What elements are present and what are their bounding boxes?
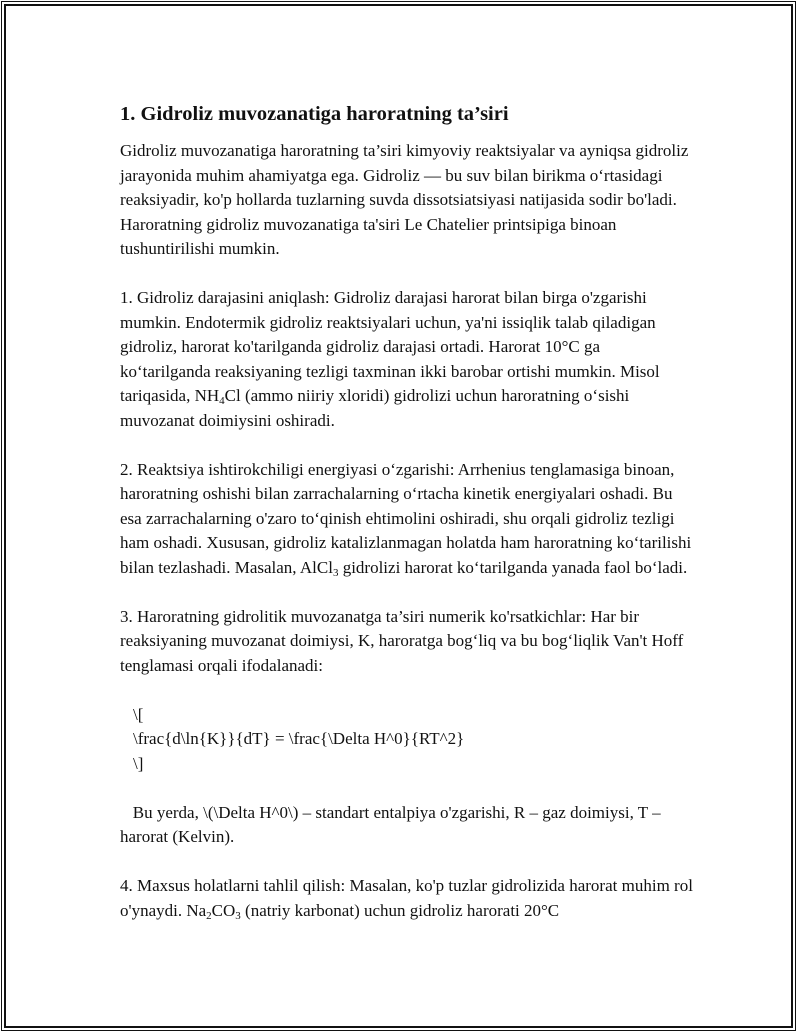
point-3-paragraph: 3. Haroratning gidrolitik muvozanatga ta’siri numerik ko'rsatkichlar: Har bir reaksiyaning muvozanat doimiysi, K, haroratga bog‘liq va bu bog‘liqlik Van't Hoff tenglamasi orqali ifodalanadi: bbox=[120, 606, 684, 675]
formula-open: \[ bbox=[133, 704, 144, 724]
document-body bbox=[120, 101, 694, 923]
subscript: 3 bbox=[332, 566, 339, 579]
point-4-paragraph: 4. Maxsus holatlarni tahlil qilish: Masalan, ko'p tuzlar gidrolizida harorat muhim rol o'ynaydi. $Na_2CO_3$ (natriy karbonat) uchun gidroliz harorati 20°C bbox=[120, 876, 693, 922]
formula-close: \] bbox=[133, 753, 144, 773]
point-1-paragraph: 1. Gidroliz darajasini aniqlash: Gidroliz darajasi harorat bilan birga o'zgarishi mumkin. Endotermik gidroliz reaktsiyalari uchun, ya'ni issiqlik talab qiladigan gidroliz, harorat ko'tarilganda gidroliz darajasi ortadi. Harorat 10°C ga ko‘tarilganda reaksiyaning tezligi taxminan ikki barobar ortishi mumkin. Misol tariqasida, $NH_4Cl$ (ammo niiriy xloridi) gidrolizi uchun haroratning o‘sishi muvozanat doimiysini oshiradi. bbox=[120, 288, 660, 430]
subscript: 2 bbox=[206, 909, 212, 922]
formula: \frac{d\ln{K}}{dT} = \frac{\Delta H^0}{RT^2} bbox=[133, 729, 465, 748]
intro-paragraph: Gidroliz muvozanatiga haroratning ta’siri kimyoviy reaktsiyalar va ayniqsa gidroliz jarayonida muhim ahamiyatga ega. Gidroliz — bu suv bilan birikma o‘rtasidagi reaksiyadir, ko'p hollarda tuzlarning suvda dissotsiatsiyasi natijasida sodir bo'ladi. Haroratning gidroliz muvozanatiga ta'siri Le Chatelier printsipiga binoan tushuntirilishi mumkin. bbox=[120, 141, 689, 258]
subscript: 4 bbox=[219, 395, 225, 407]
page-frame bbox=[4, 4, 793, 1028]
subscript: 3 bbox=[235, 909, 241, 922]
section-title: 1. Gidroliz muvozanatiga haroratning ta’siri bbox=[120, 103, 509, 125]
formula-explanation: Bu yerda, \(\Delta H^0\) – standart entalpiya o'zgarishi, R – gaz doimiysi, T – harorat (Kelvin). bbox=[120, 802, 661, 846]
point-2-paragraph: 2. Reaktsiya ishtirokchiligi energiyasi o‘zgarishi: Arrhenius tenglamasiga binoan, haroratning oshishi bilan zarrachalarning o‘rtacha kinetik energiyalari oshadi. Bu esa zarrachalarning o'zaro to‘qinish ehtimolini oshiradi, shu orqali gidroliz tezligi ham oshadi. Xususan, gidroliz katalizlanmagan holatda ham haroratning ko‘tarilishi bilan tezlashadi. Masalan, AlCl$_3$ gidrolizi harorat ko‘tarilganda yanada faol bo‘ladi. bbox=[120, 459, 692, 579]
